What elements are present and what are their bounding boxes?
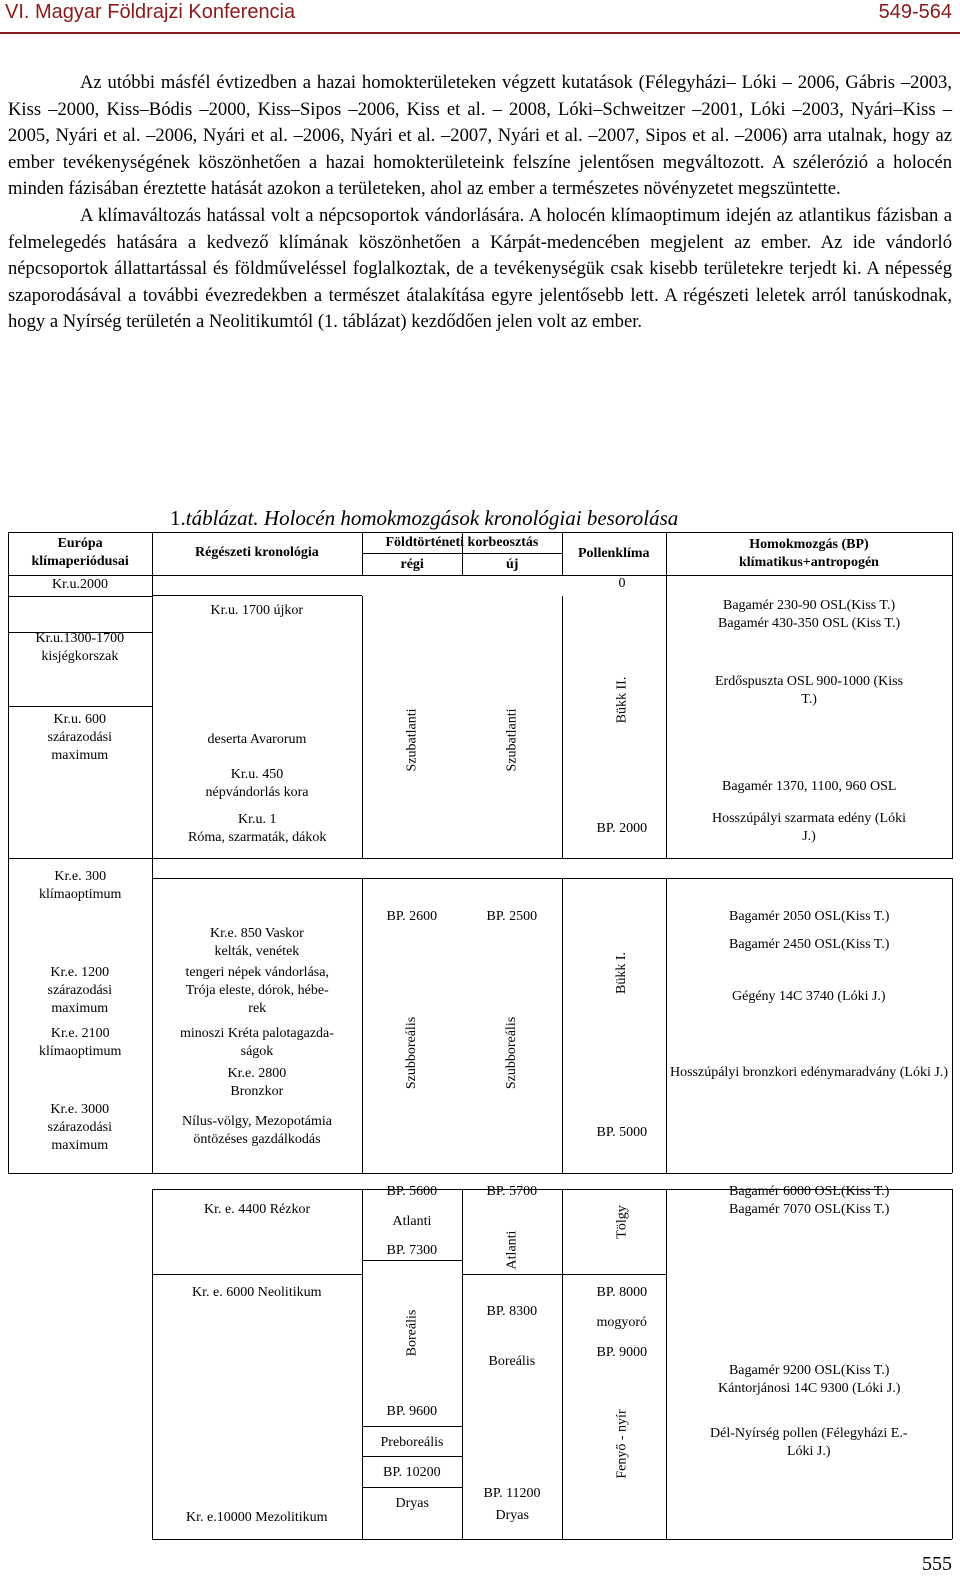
table-top-rule — [8, 532, 952, 533]
header-col-rule — [562, 532, 563, 576]
regeszeti-cell: Nílus-völgy, Mezopotámia öntözéses gazdálkodás — [182, 1114, 332, 1147]
homok-cell: Bagamér 9200 OSL(Kiss T.) Kántorjánosi 14C 9300 (Lóki J.) — [718, 1363, 901, 1396]
homok-cell: Hosszúpályi bronzkori edénymaradvány (Lóki J.) — [670, 1065, 948, 1080]
szubboreal-uj-label: Szubboreális — [504, 1016, 520, 1090]
col-rule — [562, 1189, 563, 1539]
col-rule — [666, 1189, 667, 1539]
body-text — [8, 70, 952, 336]
row-rule — [362, 1426, 462, 1427]
row-rule — [152, 595, 362, 596]
col1-rule — [8, 596, 152, 597]
header-col-rule — [952, 532, 953, 576]
paragraph-2: A klímaváltozás hatással volt a népcsoportok vándorlására. A holocén klímaoptimum idején az atlantikus fázisban a felmelegedés hatására a kedvező klímának köszönhetően a Kárpát-medencében megjelent az ember. Az ide vándorló népcsoportok állattartással és földműveléssel foglalkoztak, de a tevékenységük csak kisebb területekre terjedt ki. A népesség szaporodásával a további évezredekben a természet átalakítása egyre jelentősebb lett. A régészeti leletek arról tanúskodnak, hogy a Nyírség területén a Neolitikumtól (1. táblázat) kezdődően jelen volt az ember. — [8, 204, 952, 333]
uj-borealis: Boreális — [488, 1354, 536, 1369]
regi-bp10200: BP. 10200 — [383, 1465, 441, 1480]
row-rule — [152, 1173, 952, 1174]
col-rule — [152, 878, 153, 1173]
regeszeti-cell: Kr. e. 6000 Neolitikum — [192, 1285, 322, 1300]
homok-cell: Bagamér 1370, 1100, 960 OSL — [722, 779, 897, 794]
conference-title: VI. Magyar Földrajzi Konferencia — [5, 1, 296, 23]
header-rule — [0, 32, 960, 34]
europa-cell: Kr.e. 2100 klímaoptimum — [39, 1026, 122, 1059]
pollen-mogyoro: mogyoró — [596, 1315, 648, 1330]
row-rule — [152, 1274, 362, 1275]
paragraph-1: Az utóbbi másfél évtizedben a hazai homokterületeken végzett kutatások (Félegyházi– Lóki – 2006, Gábris –2003, Kiss –2000, Kiss–Bódis –2000, Kiss–Sipos –2006, Kiss et al. – 2008, Lóki–Schweitzer –2001, Lóki –2003, Nyári–Kiss –2005, Nyári et al. –2006, Nyári et al. –2006, Nyári et al. –2007, Nyári et al. –2007, Sipos et al. –2006) arra utalnak, hogy az ember tevékenységének köszönhetően a hazai homokterületeink felszíne jelentősen megváltozott. A szélerózió a holocén minden fázisában éreztette hatását azokon a területeken, ahol az ember a természetes növényzetet megszüntette. — [8, 72, 952, 200]
atlanti-uj-label: Atlanti — [503, 1230, 519, 1270]
page-range: 549-564 — [878, 1, 952, 23]
europa-cell: Kr.u. 600 szárazodási maximum — [47, 712, 113, 763]
szubatlanti-uj-label: Szubatlanti — [504, 708, 519, 772]
tolgy-label: Tölgy — [614, 1205, 630, 1239]
col-rule — [152, 1189, 153, 1539]
regeszeti-cell: Kr.u. 1 Róma, szarmaták, dákok — [188, 812, 327, 845]
pollen-bp2000: BP. 2000 — [596, 821, 648, 836]
europa-cell: Kr.e. 300 klímaoptimum — [39, 869, 122, 902]
regi-bp7300: BP. 7300 — [386, 1243, 438, 1258]
europa-cell: Kr.u.2000 — [52, 577, 108, 592]
szubboreal-regi-label: Szubboreális — [404, 1016, 420, 1090]
uj-header: új — [506, 557, 519, 572]
fenyo-label: Fenyő - nyír — [614, 1409, 630, 1479]
regi-atlanti: Atlanti — [392, 1214, 432, 1229]
page-number: 555 — [922, 1553, 952, 1575]
table-number: 1. — [170, 506, 186, 530]
col-rule — [362, 596, 363, 859]
col-rule — [666, 575, 667, 859]
foldtorteneti-header: Földtörténeti korbeosztás — [385, 535, 539, 550]
regi-dryas: Dryas — [395, 1496, 429, 1511]
uj-bp8300: BP. 8300 — [486, 1304, 538, 1319]
header-col-rule — [666, 532, 667, 576]
regeszeti-cell: Kr.u. 1700 újkor — [210, 603, 304, 618]
regeszeti-cell: Kr. e.10000 Mezolitikum — [186, 1510, 328, 1525]
homok-cell: Hosszúpályi szarmata edény (Lóki J.) — [712, 811, 906, 844]
bukk2-label: Bükk II. — [613, 676, 629, 724]
pollen-bp9000: BP. 9000 — [596, 1345, 648, 1360]
table-title: táblázat. Holocén homokmozgások kronológiai besorolása — [185, 506, 679, 530]
col1-rule — [8, 706, 152, 707]
row-rule — [362, 878, 952, 879]
regi-preboreal: Preboreális — [380, 1435, 444, 1450]
regeszeti-cell: minoszi Kréta palotagazda- ságok — [180, 1026, 334, 1059]
row-rule — [462, 1274, 562, 1275]
homok-cell: Erdőspuszta OSL 900-1000 (Kiss T.) — [715, 674, 904, 707]
col-rule — [562, 596, 563, 859]
row-rule — [152, 858, 952, 859]
col1-rule — [8, 858, 152, 859]
borealis-regi-label: Boreális — [403, 1309, 419, 1357]
row-rule — [362, 1487, 462, 1488]
running-header — [0, 0, 960, 30]
col-rule — [952, 878, 953, 1173]
bukk1-label: Bükk I. — [614, 952, 629, 994]
col1-left-rule — [8, 858, 9, 1173]
regeszeti-header: Régészeti kronológia — [195, 545, 319, 560]
europa-cell: Kr.e. 3000 szárazodási maximum — [47, 1102, 113, 1153]
homok-cell: Gégény 14C 3740 (Lóki J.) — [732, 989, 886, 1004]
row-rule — [362, 1456, 462, 1457]
homok-cell: Dél-Nyírség pollen (Félegyházi E.- Lóki J.) — [710, 1426, 908, 1459]
europa-cell: Kr.e. 1200 szárazodási maximum — [47, 965, 113, 1016]
regeszeti-cell: Kr.u. 450 népvándorlás kora — [205, 767, 309, 800]
header-col-rule — [152, 532, 153, 576]
table-caption — [170, 506, 678, 531]
col-rule — [952, 575, 953, 859]
header-col-rule — [362, 532, 363, 576]
homok-cell: Bagamér 230-90 OSL(Kiss T.) Bagamér 430-350 OSL (Kiss T.) — [718, 598, 901, 631]
homok-cell: Bagamér 2050 OSL(Kiss T.) — [729, 909, 890, 924]
szubatlanti-regi-label: Szubatlanti — [404, 708, 419, 772]
col-rule — [562, 878, 563, 1173]
table-bottom-rule — [152, 1539, 952, 1540]
regeszeti-cell: Kr. e. 4400 Rézkor — [204, 1202, 311, 1217]
uj-bp2500: BP. 2500 — [486, 909, 538, 924]
pollen-zero: 0 — [618, 576, 626, 591]
row-rule — [562, 1274, 666, 1275]
col-rule — [666, 878, 667, 1173]
regeszeti-cell: Kr.e. 850 Vaskor kelták, venétek — [210, 926, 304, 959]
regeszeti-cell: deserta Avarorum — [207, 732, 307, 747]
homok-cell: Bagamér 2450 OSL(Kiss T.) — [729, 937, 890, 952]
col1-bottom-rule — [8, 1173, 152, 1174]
homok-cell: Bagamér 6000 OSL(Kiss T.) Bagamér 7070 OSL(Kiss T.) — [729, 1184, 890, 1217]
pollen-bp8000: BP. 8000 — [596, 1285, 648, 1300]
regi-bp5600: BP. 5600 — [386, 1184, 438, 1199]
col-rule — [362, 878, 363, 1173]
regi-bp2600: BP. 2600 — [386, 909, 438, 924]
regi-bp9600: BP. 9600 — [386, 1404, 438, 1419]
header-col-rule — [8, 532, 9, 576]
row-rule — [362, 1260, 462, 1261]
europa-cell: Kr.u.1300-1700 kisjégkorszak — [35, 631, 125, 664]
europa-header: Európa klímaperiódusai — [31, 536, 129, 569]
col-rule — [462, 1189, 463, 1539]
col-rule — [152, 576, 153, 859]
uj-dryas: Dryas — [495, 1508, 529, 1523]
uj-bp5700: BP. 5700 — [486, 1184, 538, 1199]
regeszeti-cell: tengeri népek vándorlása, Trója eleste, dórok, hébe- rek — [185, 965, 329, 1016]
uj-bp11200: BP. 11200 — [483, 1486, 541, 1501]
homok-header: Homokmozgás (BP) klímatikus+antropogén — [739, 537, 879, 570]
col-rule — [952, 1189, 953, 1539]
pollen-header: Pollenklíma — [578, 546, 650, 561]
row-rule — [152, 878, 362, 879]
regeszeti-cell: Kr.e. 2800 Bronzkor — [227, 1066, 287, 1099]
col1-left-rule — [8, 575, 9, 858]
regi-header: régi — [400, 557, 424, 572]
pollen-bp5000: BP. 5000 — [596, 1125, 648, 1140]
